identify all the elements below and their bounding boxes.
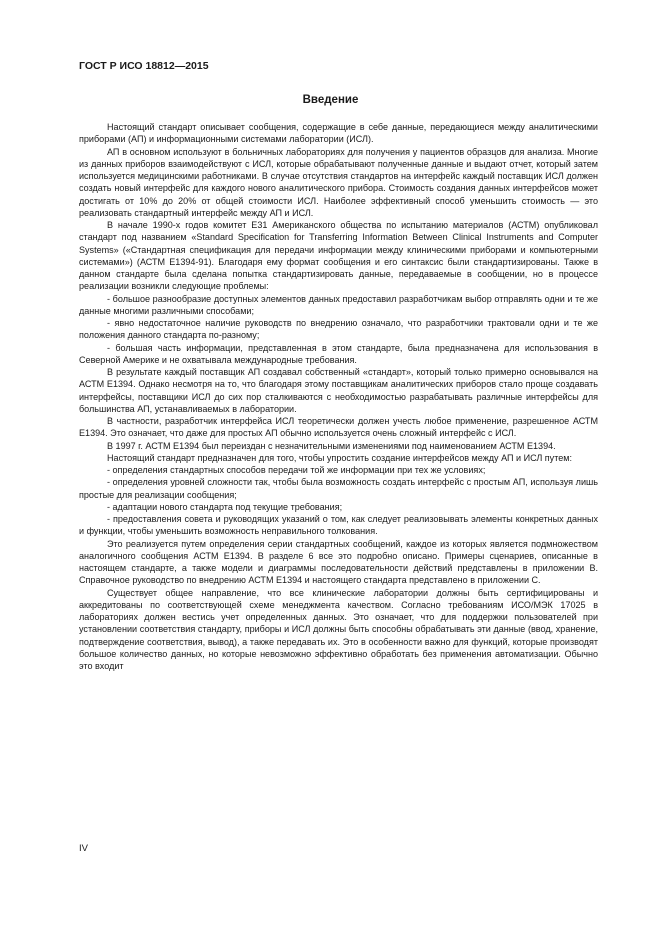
paragraph: В результате каждый поставщик АП создавал собственный «стандарт», который только примерно основывался на АСТМ E1394. Однако несмотря на то, что благодаря этому поставщикам аналитических приборов стало проще создавать интерфейсы, поставщики ИСЛ до сих пор сталкиваются с необходимостью разрабатывать различные интерфейсы для большинства АП, устанавливаемых в лаборатории.: [79, 367, 598, 414]
paragraph: Существует общее направление, что все клинические лаборатории должны быть сертифицированы и аккредитованы по соответствующей схеме менеджмента качеством. Согласно требованиям ИСО/МЭК 17025 в лабораториях должен вестись учет определенных данных. Это означает, что для поддержки пользователей при установлении соответствия стандарту, приборы и ИСЛ должны быть способны обрабатывать эти данные (ввод, хранение, подтверждение соответствия, вывод), а также передавать их. Это в особенности важно для функций, которые производят большое количество данных, но которые невозможно эффективно обработать без применения автоматизации. Обычно это входит: [79, 587, 598, 671]
running-header: ГОСТ Р ИСО 18812—2015: [79, 60, 209, 72]
paragraph: Настоящий стандарт описывает сообщения, содержащие в себе данные, передающиеся между аналитическими приборами (АП) и информационными системами лаборатории (ИСЛ).: [79, 122, 598, 145]
list-item: - предоставления совета и руководящих указаний о том, как следует реализовывать элементы конкретных данных и функции, чтобы уменьшить возможность неправильного толкования.: [79, 514, 598, 537]
list-item: - большая часть информации, представленная в этом стандарте, была предназначена для использования в Северной Америке и не охватывала международные требования.: [79, 342, 598, 365]
paragraph: В начале 1990-х годов комитет E31 Американского общества по испытанию материалов (АСТМ) опубликовал стандарт под названием «Standard Specification for Transferring Information Between Clinical Instruments and Computer Systems» («Стандартная спецификация для передачи информации между клиническими приборами и компьютерными системами») (АСТМ E1394-91). Благодаря ему формат сообщения и его синтаксис были стандартизированы. Также в данном стандарте была сделана попытка стандартизировать данные, передаваемые в сообщении, но в процессе реализации возникли следующие проблемы:: [79, 220, 598, 292]
paragraph: Это реализуется путем определения серии стандартных сообщений, каждое из которых является подмножеством аналогичного сообщения АСТМ E1394. В разделе 6 все это подробно описано. Примеры сценариев, описанные в настоящем стандарте, а также модели и диаграммы последовательности действий представлены в приложении В. Справочное руководство по внедрению АСТМ E1394 и настоящего стандарта представлено в приложении С.: [79, 538, 598, 586]
paragraph: В 1997 г. АСТМ E1394 был переиздан с незначительными изменениями под наименованием АСТМ E1394.: [107, 440, 556, 451]
page-number: IV: [79, 843, 88, 854]
section-title: Введение: [302, 94, 359, 106]
list-item: - явно недостаточное наличие руководств по внедрению означало, что разработчики трактовали одни и те же положения данного стандарта по-разному;: [79, 318, 598, 341]
list-item: - определения уровней сложности так, чтобы была возможность создать интерфейс с простым АП, используя лишь простые для реализации сообщения;: [79, 477, 598, 500]
paragraph: Настоящий стандарт предназначен для того, чтобы упростить создание интерфейсов между АП и ИСЛ путем:: [107, 452, 572, 463]
paragraph: В частности, разработчик интерфейса ИСЛ теоретически должен учесть любое применение, разрешенное АСТМ E1394. Это означает, что даже для простых АП обычно используется очень сложный интерфейс с ИСЛ.: [79, 416, 598, 439]
list-item: - адаптации нового стандарта под текущие требования;: [107, 501, 343, 512]
body-text: [79, 121, 598, 672]
paragraph: АП в основном используют в больничных лабораториях для получения у пациентов образцов для анализа. Многие из данных приборов взаимодействуют с ИСЛ, которые обрабатывают полученные данные и выдают отчет, который затем используется медицинскими работниками. В случае отсутствия стандартов на интерфейс каждый поставщик ИСЛ должен создать новый интерфейс для каждого нового аналитического прибора. Стоимость создания данных интерфейсов может достигать от 10% до 20% от общей стоимости ИСЛ. Наиболее эффективный способ уменьшить стоимость — это реализовать стандартный интерфейс между АП и ИСЛ.: [79, 146, 598, 218]
list-item: - большое разнообразие доступных элементов данных предоставил разработчикам выбор отправлять одни и те же данные многими различными способами;: [79, 293, 598, 316]
list-item: - определения стандартных способов передачи той же информации при тех же условиях;: [107, 465, 486, 475]
